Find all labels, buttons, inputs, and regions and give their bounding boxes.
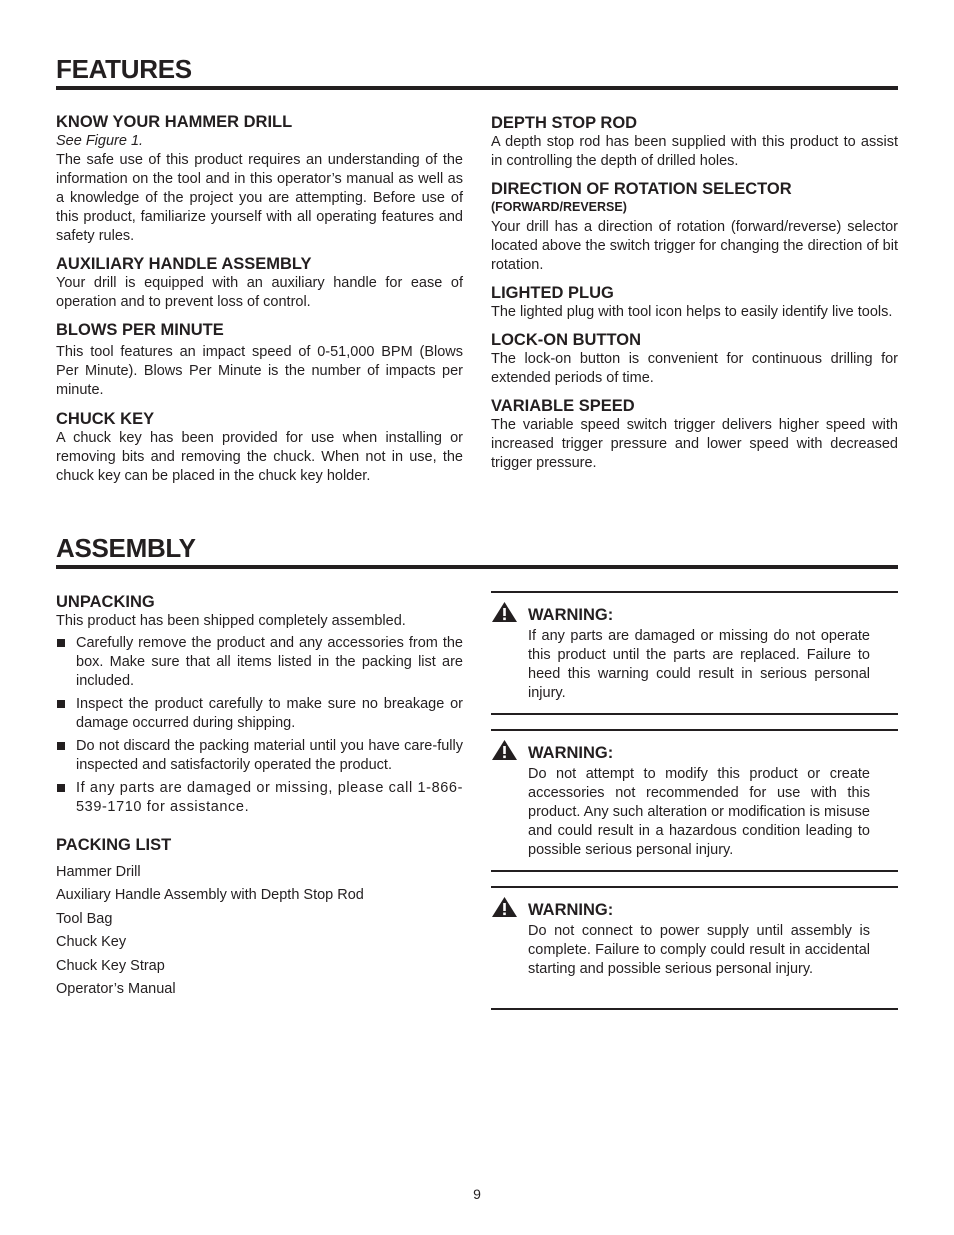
- features-title: FEATURES: [56, 55, 898, 90]
- warning-title: WARNING:: [528, 744, 614, 762]
- packing-list: [56, 861, 463, 1001]
- feature-text: The safe use of this product requires an understanding of the information on the tool and in this operator’s manual as well as a knowledge of the project you are attempting. Before use of this product, familiarize yourself with all operating features and safety rules.: [56, 152, 463, 244]
- feature-heading-main: DIRECTION OF ROTATION SELECTOR: [491, 180, 792, 198]
- list-item: Tool Bag: [56, 910, 113, 927]
- feature-text: Your drill has a direction of rotation (forward/reverse) selector located above the switch trigger for changing the direction of bit rotation.: [491, 219, 898, 273]
- feature-note: See Figure 1.: [56, 133, 144, 149]
- packing-list-heading: PACKING LIST: [56, 836, 172, 854]
- list-item: Carefully remove the product and any accessories from the box. Make sure that all items listed in the packing list are included.: [56, 634, 463, 691]
- list-item: Hammer Drill: [56, 864, 141, 880]
- feature-auxiliary-handle: [56, 254, 463, 312]
- list-item: Inspect the product carefully to make sure no breakage or damage occurred during shipping.: [56, 695, 463, 733]
- feature-chuck-key: [56, 409, 463, 486]
- features-right-column: [491, 113, 898, 481]
- feature-lock-on-button: [491, 330, 898, 388]
- list-item: Do not discard the packing material until you have care-fully inspected and satisfactorily operated the product.: [56, 737, 463, 775]
- feature-text: The lock-on button is convenient for continuous drilling for extended periods of time.: [491, 351, 898, 386]
- feature-text: The lighted plug with tool icon helps to easily identify live tools.: [491, 304, 893, 320]
- feature-heading: VARIABLE SPEED: [491, 397, 635, 415]
- feature-heading: DEPTH STOP ROD: [491, 114, 638, 132]
- feature-text: This tool features an impact speed of 0-51,000 BPM (Blows Per Minute). Blows Per Minute is the number of impacts per minute.: [56, 344, 463, 398]
- feature-variable-speed: [491, 396, 898, 473]
- feature-subheading: (FORWARD/REVERSE): [491, 200, 627, 214]
- warning-triangle-icon: [491, 601, 518, 623]
- list-item: Chuck Key Strap: [56, 957, 165, 974]
- feature-heading: AUXILIARY HANDLE ASSEMBLY: [56, 255, 312, 273]
- list-item: Operator’s Manual: [56, 981, 176, 998]
- warning-title: WARNING:: [528, 606, 614, 624]
- feature-text: A depth stop rod has been supplied with this product to assist in controlling the depth of drilled holes.: [491, 134, 898, 169]
- page-number: 9: [473, 1186, 481, 1202]
- square-bullet-icon: [57, 742, 65, 750]
- unpacking-intro: This product has been shipped completely assembled.: [56, 613, 406, 629]
- unpacking-heading: UNPACKING: [56, 593, 155, 611]
- warning-box: [491, 886, 898, 1010]
- warning-triangle-icon: [491, 739, 518, 761]
- feature-text: Your drill is equipped with an auxiliary handle for ease of operation and to prevent loss of control.: [56, 275, 463, 310]
- feature-know-your-hammer-drill: [56, 112, 463, 246]
- feature-text: The variable speed switch trigger delivers higher speed with increased trigger pressure and lower speed with decreased trigger pressure.: [491, 417, 898, 471]
- warning-text: Do not connect to power supply until assembly is complete. Failure to comply could result in accidental starting and possible serious personal injury.: [528, 923, 870, 977]
- assembly-title: ASSEMBLY: [56, 534, 898, 569]
- warning-text: If any parts are damaged or missing do not operate this product until the parts are replaced. Failure to heed this warning could result in serious personal injury.: [528, 628, 870, 701]
- warning-box: [491, 591, 898, 715]
- list-item: Chuck Key: [56, 934, 127, 951]
- feature-text: A chuck key has been provided for use when installing or removing bits and removing the chuck. When not in use, the chuck key can be placed in the chuck key holder.: [56, 430, 463, 484]
- features-left-column: [56, 112, 463, 494]
- square-bullet-icon: [57, 639, 65, 647]
- feature-heading: CHUCK KEY: [56, 410, 155, 428]
- feature-blows-per-minute: [56, 320, 463, 400]
- square-bullet-icon: [57, 784, 65, 792]
- feature-direction-selector: [491, 179, 898, 275]
- feature-heading: LIGHTED PLUG: [491, 284, 614, 302]
- warning-text: Do not attempt to modify this product or create accessories not recommended for use with this product. Any such alteration or modification is misuse and could result in a hazardous condition leading to possible serious personal injury.: [528, 766, 870, 858]
- warning-title: WARNING:: [528, 901, 614, 919]
- warning-box: [491, 729, 898, 872]
- feature-depth-stop-rod: [491, 113, 898, 171]
- feature-heading: BLOWS PER MINUTE: [56, 321, 224, 339]
- feature-heading: [491, 179, 898, 215]
- list-item: Auxiliary Handle Assembly with Depth Stop Rod: [56, 887, 364, 904]
- feature-lighted-plug: [491, 283, 898, 322]
- warning-triangle-icon: [491, 896, 518, 918]
- feature-heading: KNOW YOUR HAMMER DRILL: [56, 113, 293, 131]
- list-item: If any parts are damaged or missing, please call 1-866-539-1710 for assistance.: [56, 779, 463, 817]
- unpacking-bullet-list: [56, 634, 463, 817]
- feature-heading: LOCK-ON BUTTON: [491, 331, 642, 349]
- assembly-left-column: [56, 592, 463, 1001]
- square-bullet-icon: [57, 700, 65, 708]
